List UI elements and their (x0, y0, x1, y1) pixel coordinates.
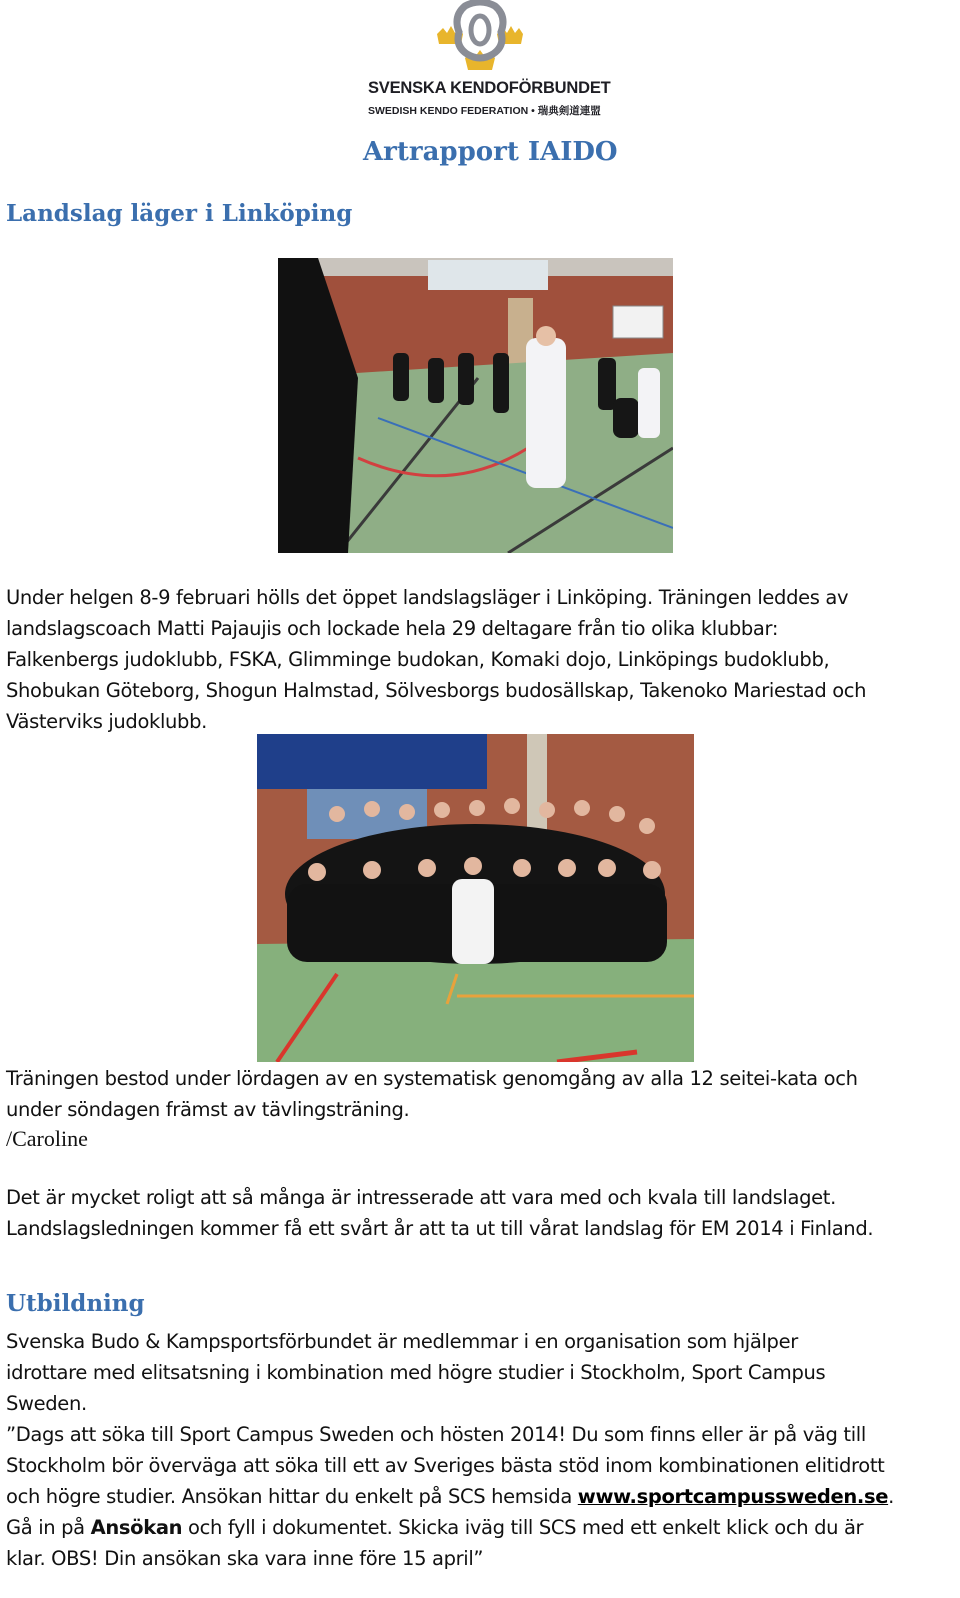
federation-subtitle: SWEDISH KENDO FEDERATION • 瑞典剣道連盟 (368, 105, 601, 117)
group-photo (257, 734, 694, 1062)
training-photo (278, 258, 673, 553)
text-line: ”Dags att söka till Sport Campus Sweden och hösten 2014! Du som finns eller är på väg till (6, 1423, 866, 1446)
text-line: Landslagsledningen kommer få ett svårt år att ta ut till vårat landslag för EM 2014 i Finland. (6, 1217, 874, 1240)
federation-name: SVENSKA KENDOFÖRBUNDET (368, 79, 611, 97)
text-line: Falkenbergs judoklubb, FSKA, Glimminge budokan, Komaki dojo, Linköpings budoklubb, (6, 648, 830, 671)
kendo-crest-icon (435, 0, 525, 76)
text-line: Västerviks judoklubb. (6, 710, 207, 733)
intro-paragraph (6, 582, 956, 737)
text-line: idrottare med elitsatsning i kombination med högre studier i Stockholm, Sport Campus (6, 1361, 826, 1384)
text-line: under söndagen främst av tävlingsträning. (6, 1098, 410, 1121)
text-line: och högre studier. Ansökan hittar du enkelt på SCS hemsida www.sportcampussweden.se. (6, 1485, 894, 1508)
text-line: Stockholm bör överväga att söka till ett av Sveriges bästa stöd inom kombinationen elitidrott (6, 1454, 885, 1477)
education-paragraph (6, 1326, 956, 1574)
education-heading: Utbildning (6, 1290, 145, 1317)
federation-logo (360, 0, 610, 125)
text-line: Svenska Budo & Kampsportsförbundet är medlemmar i en organisation som hjälper (6, 1330, 798, 1353)
closing-paragraph (6, 1182, 956, 1244)
text-line: Gå in på Ansökan och fyll i dokumentet. Skicka iväg till SCS med ett enkelt klick och du är (6, 1516, 864, 1539)
sport-campus-link[interactable]: www.sportcampussweden.se (577, 1485, 889, 1508)
signature: /Caroline (6, 1126, 88, 1151)
text-line: landslagscoach Matti Pajaujis och lockade hela 29 deltagare från tio olika klubbar: (6, 617, 779, 640)
text-line: Sweden. (6, 1392, 87, 1415)
text-line: Shobukan Göteborg, Shogun Halmstad, Sölvesborgs budosällskap, Takenoko Mariestad och (6, 679, 867, 702)
ansokan-emphasis: Ansökan (90, 1516, 183, 1539)
text-line: Träningen bestod under lördagen av en systematisk genomgång av alla 12 seitei-kata och (6, 1067, 858, 1090)
text-line: Under helgen 8-9 februari hölls det öppet landslagsläger i Linköping. Träningen leddes av (6, 586, 849, 609)
text-line: Det är mycket roligt att så många är intresserade att vara med och kvala till landslaget. (6, 1186, 836, 1209)
report-title: Artrapport IAIDO (363, 137, 618, 167)
text-line: klar. OBS! Din ansökan ska vara inne före 15 april” (6, 1547, 484, 1570)
section-title: Landslag läger i Linköping (6, 200, 353, 227)
training-paragraph (6, 1063, 956, 1125)
